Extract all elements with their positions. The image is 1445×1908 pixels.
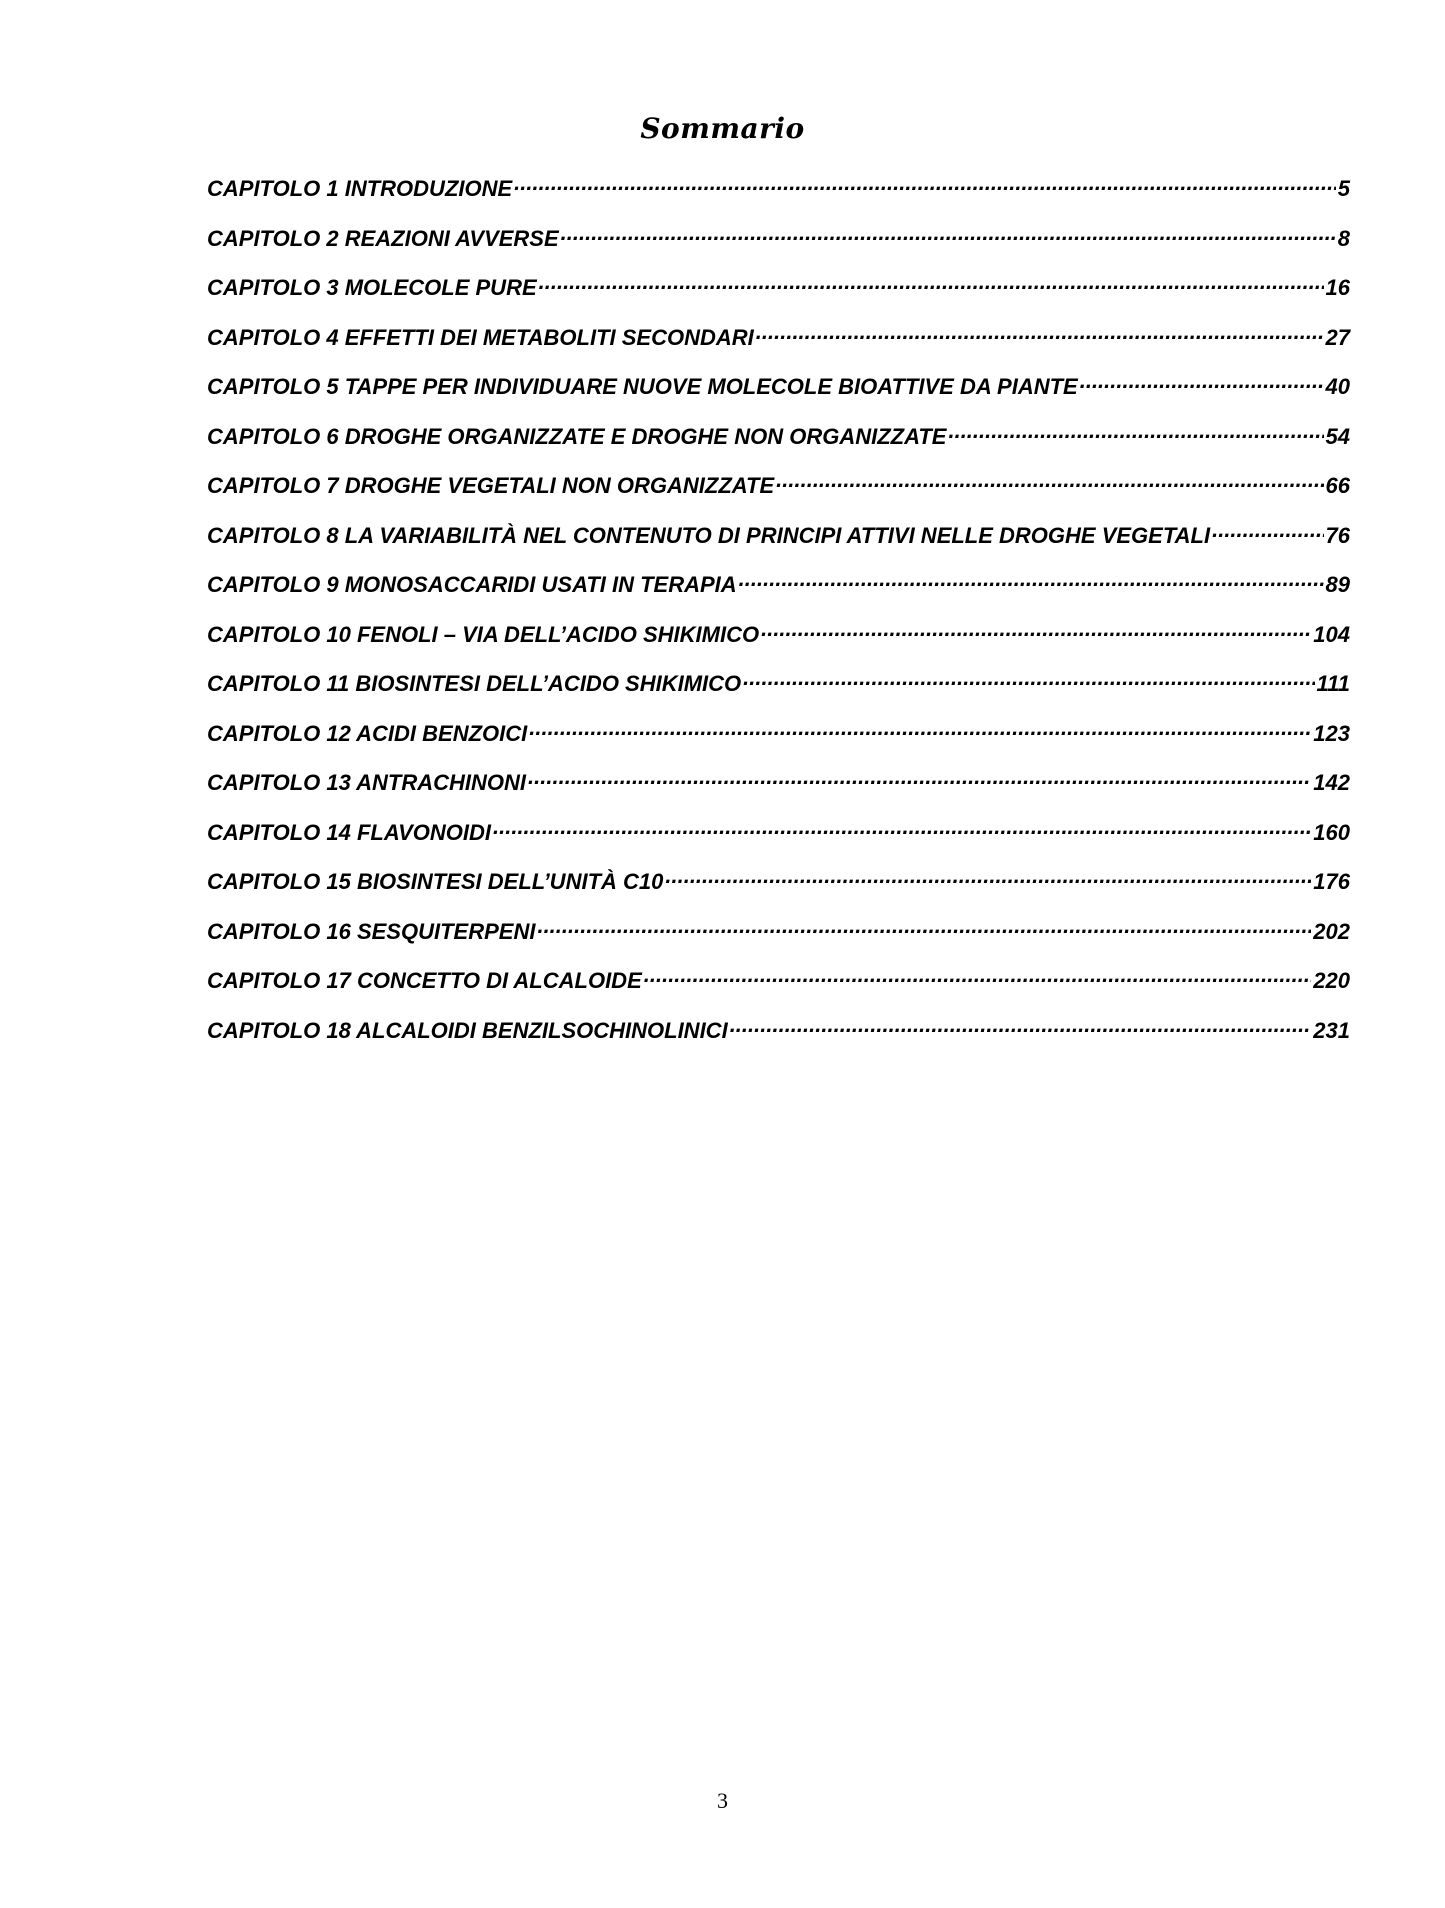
- dot-leader: [743, 665, 1314, 691]
- dot-leader: [514, 170, 1336, 196]
- toc-entry[interactable]: [207, 566, 1350, 616]
- toc-entry[interactable]: [207, 814, 1350, 864]
- dot-leader: [528, 764, 1311, 790]
- dot-leader: [776, 467, 1323, 493]
- toc-entry-page: 111: [1316, 671, 1350, 697]
- toc-entry-page: 123: [1313, 720, 1350, 746]
- dot-leader: [537, 913, 1311, 939]
- dot-leader: [493, 814, 1311, 840]
- dot-leader: [561, 220, 1336, 246]
- toc-entry-label: CAPITOLO 15 BIOSINTESI DELL’UNITÀ C10: [207, 869, 664, 895]
- dot-leader: [1080, 368, 1324, 394]
- toc-entry-label: CAPITOLO 14 FLAVONOIDI: [207, 819, 491, 845]
- dot-leader: [761, 616, 1311, 642]
- toc-entry[interactable]: [207, 368, 1350, 418]
- dot-leader: [948, 418, 1323, 444]
- toc-entry-page: 104: [1313, 621, 1350, 647]
- toc-entry-label: CAPITOLO 3 MOLECOLE PURE: [207, 275, 537, 301]
- toc-entry-label: CAPITOLO 6 DROGHE ORGANIZZATE E DROGHE NON ORGANIZZATE: [207, 423, 947, 449]
- toc-entry-page: 27: [1325, 324, 1350, 350]
- toc-entry-label: CAPITOLO 2 REAZIONI AVVERSE: [207, 225, 559, 251]
- toc-entry-label: CAPITOLO 4 EFFETTI DEI METABOLITI SECONDARI: [207, 324, 754, 350]
- toc-entry-page: 142: [1313, 770, 1350, 796]
- toc-entry-page: 5: [1337, 176, 1350, 202]
- toc-entry-label: CAPITOLO 1 INTRODUZIONE: [207, 176, 513, 202]
- toc-entry-label: CAPITOLO 7 DROGHE VEGETALI NON ORGANIZZATE: [207, 473, 775, 499]
- toc-entry[interactable]: [207, 269, 1350, 319]
- toc-entry[interactable]: [207, 715, 1350, 765]
- dot-leader: [644, 962, 1312, 988]
- toc-entry[interactable]: [207, 616, 1350, 666]
- dot-leader: [730, 1012, 1312, 1038]
- toc-entry-page: 40: [1325, 374, 1350, 400]
- dot-leader: [539, 269, 1324, 295]
- toc-entry[interactable]: [207, 1012, 1350, 1062]
- toc-entry-page: 16: [1325, 275, 1350, 301]
- toc-entry-page: 66: [1325, 473, 1350, 499]
- toc-entry-page: 76: [1325, 522, 1350, 548]
- toc-entry[interactable]: [207, 220, 1350, 270]
- toc-entry-label: CAPITOLO 18 ALCALOIDI BENZILSOCHINOLINICI: [207, 1017, 728, 1043]
- toc-entry-page: 89: [1325, 572, 1350, 598]
- toc-entry-page: 176: [1313, 869, 1350, 895]
- table-of-contents: [207, 170, 1350, 1061]
- toc-title: Sommario: [640, 112, 805, 145]
- toc-entry[interactable]: [207, 418, 1350, 468]
- toc-entry[interactable]: [207, 467, 1350, 517]
- toc-entry-label: CAPITOLO 8 LA VARIABILITÀ NEL CONTENUTO DI PRINCIPI ATTIVI NELLE DROGHE VEGETALI: [207, 522, 1211, 548]
- toc-entry[interactable]: [207, 170, 1350, 220]
- toc-entry[interactable]: [207, 517, 1350, 567]
- toc-entry-label: CAPITOLO 10 FENOLI – VIA DELL’ACIDO SHIKIMICO: [207, 621, 760, 647]
- toc-entry-page: 220: [1313, 968, 1350, 994]
- toc-entry-label: CAPITOLO 5 TAPPE PER INDIVIDUARE NUOVE MOLECOLE BIOATTIVE DA PIANTE: [207, 374, 1078, 400]
- toc-entry-page: 8: [1337, 225, 1350, 251]
- page-number: 3: [717, 1788, 728, 1813]
- dot-leader: [529, 715, 1311, 741]
- dot-leader: [665, 863, 1311, 889]
- dot-leader: [1212, 517, 1323, 543]
- toc-entry-label: CAPITOLO 16 SESQUITERPENI: [207, 918, 536, 944]
- dot-leader: [739, 566, 1324, 592]
- toc-entry-page: 160: [1313, 819, 1350, 845]
- toc-entry-page: 231: [1313, 1017, 1350, 1043]
- toc-entry[interactable]: [207, 962, 1350, 1012]
- dot-leader: [756, 319, 1324, 345]
- toc-entry-label: CAPITOLO 17 CONCETTO DI ALCALOIDE: [207, 968, 642, 994]
- toc-entry-label: CAPITOLO 12 ACIDI BENZOICI: [207, 720, 528, 746]
- toc-entry-page: 54: [1325, 423, 1350, 449]
- toc-entry[interactable]: [207, 863, 1350, 913]
- toc-entry[interactable]: [207, 319, 1350, 369]
- toc-entry-label: CAPITOLO 9 MONOSACCARIDI USATI IN TERAPIA: [207, 572, 737, 598]
- toc-entry[interactable]: [207, 764, 1350, 814]
- toc-entry-page: 202: [1313, 918, 1350, 944]
- toc-entry-label: CAPITOLO 13 ANTRACHINONI: [207, 770, 527, 796]
- toc-entry[interactable]: [207, 913, 1350, 963]
- toc-entry-label: CAPITOLO 11 BIOSINTESI DELL’ACIDO SHIKIMICO: [207, 671, 742, 697]
- toc-entry[interactable]: [207, 665, 1350, 715]
